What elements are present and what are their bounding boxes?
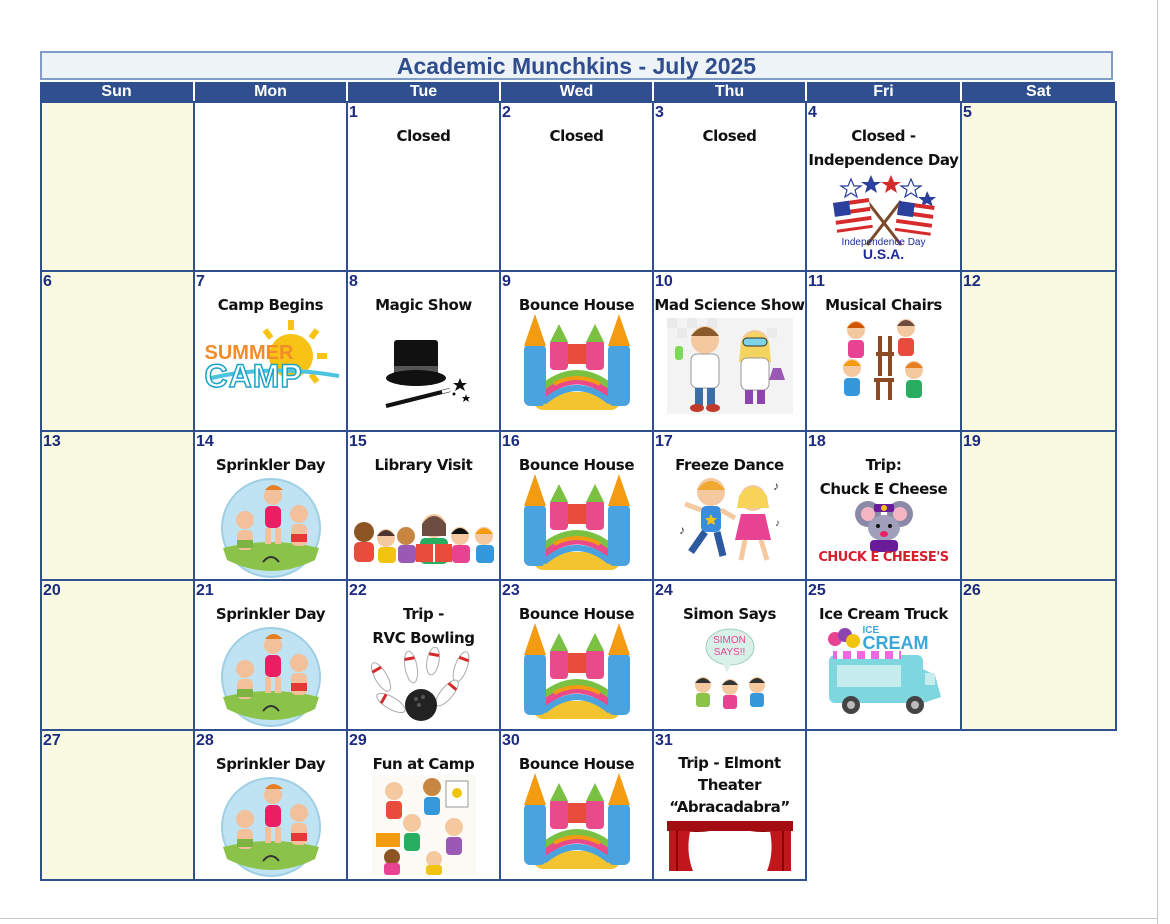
- event-title: Ice Cream Truck: [819, 605, 948, 623]
- day-number: 30: [502, 732, 520, 749]
- day-number: 12: [963, 273, 981, 290]
- bounce-house-icon: [514, 474, 640, 574]
- event-title: Bounce House: [518, 456, 635, 474]
- calendar-day-23: [499, 579, 654, 731]
- event-title: Freeze Dance: [675, 456, 784, 474]
- day-number: 6: [43, 273, 52, 290]
- weekday-header-tue: Tue: [348, 82, 499, 101]
- calendar-day-22: [346, 579, 501, 731]
- icon-caption: CHUCK E CHEESE'S: [818, 550, 949, 565]
- weekday-header-mon: Mon: [195, 82, 346, 101]
- bounce-house-icon: [514, 773, 640, 873]
- svg-text:♪: ♪: [678, 523, 685, 537]
- icon-caption: CAMP: [204, 358, 303, 394]
- day-number: 31: [655, 732, 673, 749]
- day-number: 1: [349, 104, 358, 121]
- calendar-title: Academic Munchkins - July 2025: [40, 51, 1113, 80]
- event-title: Closed: [396, 127, 451, 145]
- day-number: 7: [196, 273, 205, 290]
- calendar-day-28: [193, 729, 348, 881]
- event-title: Trip - Elmont Theater “Abracadabra”: [669, 754, 790, 816]
- dancing-kids-icon: [675, 474, 785, 566]
- page-right-edge: [1157, 0, 1158, 924]
- calendar-day-2: [499, 101, 654, 272]
- calendar-day-27: [40, 729, 195, 881]
- day-number: 15: [349, 433, 367, 450]
- day-number: 23: [502, 582, 520, 599]
- calendar-day-25: [805, 579, 962, 731]
- event-title: Closed: [549, 127, 604, 145]
- event-title: Bounce House: [518, 755, 635, 773]
- day-number: 13: [43, 433, 61, 450]
- sprinkler-icon: [215, 627, 327, 727]
- icon-caption: U.S.A.: [862, 246, 905, 262]
- day-number: 27: [43, 732, 61, 749]
- calendar-day-17: [652, 430, 807, 581]
- svg-text:♪: ♪: [774, 518, 780, 529]
- calendar-day-empty: [40, 101, 195, 272]
- day-number: 9: [502, 273, 511, 290]
- calendar-day-24: [652, 579, 807, 731]
- day-number: 25: [808, 582, 826, 599]
- event-title: Sprinkler Day: [215, 605, 326, 623]
- event-title: Fun at Camp: [372, 755, 475, 773]
- day-number: 28: [196, 732, 214, 749]
- calendar-day-18: [805, 430, 962, 581]
- svg-text:♪: ♪: [772, 479, 779, 493]
- event-title: Sprinkler Day: [215, 456, 326, 474]
- reading-kids-icon: [350, 512, 498, 568]
- calendar-day-empty: [193, 101, 348, 272]
- weekday-header-thu: Thu: [654, 82, 805, 101]
- summer-camp-icon: [201, 316, 341, 404]
- calendar-day-26: [960, 579, 1117, 731]
- sprinkler-icon: [215, 777, 327, 877]
- day-number: 17: [655, 433, 673, 450]
- calendar-day-31: [652, 729, 807, 881]
- day-number: 11: [808, 273, 825, 290]
- weekday-header-sat: Sat: [962, 82, 1115, 101]
- independence-day-flags-icon: [829, 175, 939, 265]
- icon-caption: Independence Day: [841, 237, 926, 248]
- scientist-kids-icon: [667, 318, 793, 414]
- day-number: 21: [196, 582, 214, 599]
- day-number: 16: [502, 433, 520, 450]
- ice-cream-truck-icon: [823, 625, 945, 717]
- day-number: 4: [808, 104, 817, 121]
- event-title: Closed: [702, 127, 757, 145]
- icon-caption: SIMON: [713, 635, 746, 646]
- weekday-header-wed: Wed: [501, 82, 652, 101]
- weekday-header-sun: Sun: [40, 82, 193, 101]
- event-title: Camp Begins: [217, 296, 324, 314]
- day-number: 24: [655, 582, 673, 599]
- event-title: Mad Science Show: [654, 296, 805, 314]
- calendar-day-5: [960, 101, 1117, 272]
- day-number: 10: [655, 273, 673, 290]
- calendar-day-4: [805, 101, 962, 272]
- calendar-day-14: [193, 430, 348, 581]
- event-title: Bounce House: [518, 296, 635, 314]
- day-number: 29: [349, 732, 367, 749]
- simon-says-icon: [675, 627, 785, 715]
- day-number: 3: [655, 104, 664, 121]
- bounce-house-icon: [514, 623, 640, 723]
- page-bottom-edge: [0, 918, 1157, 919]
- calendar-day-15: [346, 430, 501, 581]
- event-title: Closed - Independence Day: [808, 127, 959, 169]
- bowling-icon: [361, 647, 487, 725]
- musical-chairs-icon: [834, 316, 934, 404]
- calendar-day-30: [499, 729, 654, 881]
- event-title: Simon Says: [683, 605, 776, 623]
- day-number: 8: [349, 273, 358, 290]
- calendar-day-12: [960, 270, 1117, 432]
- day-number: 14: [196, 433, 214, 450]
- weekday-header-fri: Fri: [807, 82, 960, 101]
- day-number: 18: [808, 433, 826, 450]
- camp-activities-icon: [372, 775, 476, 875]
- chuck-e-cheese-icon: [818, 498, 950, 565]
- icon-caption: SUMMER: [204, 342, 294, 364]
- event-title: Library Visit: [374, 456, 473, 474]
- theater-curtain-icon: [667, 821, 793, 871]
- calendar-day-8: [346, 270, 501, 432]
- calendar-day-10: [652, 270, 807, 432]
- icon-caption: CREAM: [862, 633, 929, 653]
- calendar-day-19: [960, 430, 1117, 581]
- day-number: 5: [963, 104, 972, 121]
- day-number: 26: [963, 582, 981, 599]
- day-number: 2: [502, 104, 511, 121]
- event-title: Trip: Chuck E Cheese: [819, 456, 948, 498]
- calendar-day-6: [40, 270, 195, 432]
- day-number: 20: [43, 582, 61, 599]
- event-title: Trip - RVC Bowling: [372, 605, 475, 647]
- calendar-day-21: [193, 579, 348, 731]
- sprinkler-icon: [215, 478, 327, 578]
- event-title: Magic Show: [375, 296, 472, 314]
- icon-caption: SAYS!!: [713, 647, 746, 658]
- icon-caption: ICE: [862, 625, 880, 636]
- event-title: Bounce House: [518, 605, 635, 623]
- magic-hat-icon: [376, 334, 472, 410]
- calendar-day-16: [499, 430, 654, 581]
- event-title: Sprinkler Day: [215, 755, 326, 773]
- calendar-day-1: [346, 101, 501, 272]
- calendar-day-7: [193, 270, 348, 432]
- day-number: 22: [349, 582, 367, 599]
- calendar-day-11: [805, 270, 962, 432]
- event-title: Musical Chairs: [825, 296, 942, 314]
- calendar-day-9: [499, 270, 654, 432]
- calendar-day-20: [40, 579, 195, 731]
- bounce-house-icon: [514, 314, 640, 414]
- day-number: 19: [963, 433, 981, 450]
- calendar-day-13: [40, 430, 195, 581]
- calendar-day-3: [652, 101, 807, 272]
- calendar-day-29: [346, 729, 501, 881]
